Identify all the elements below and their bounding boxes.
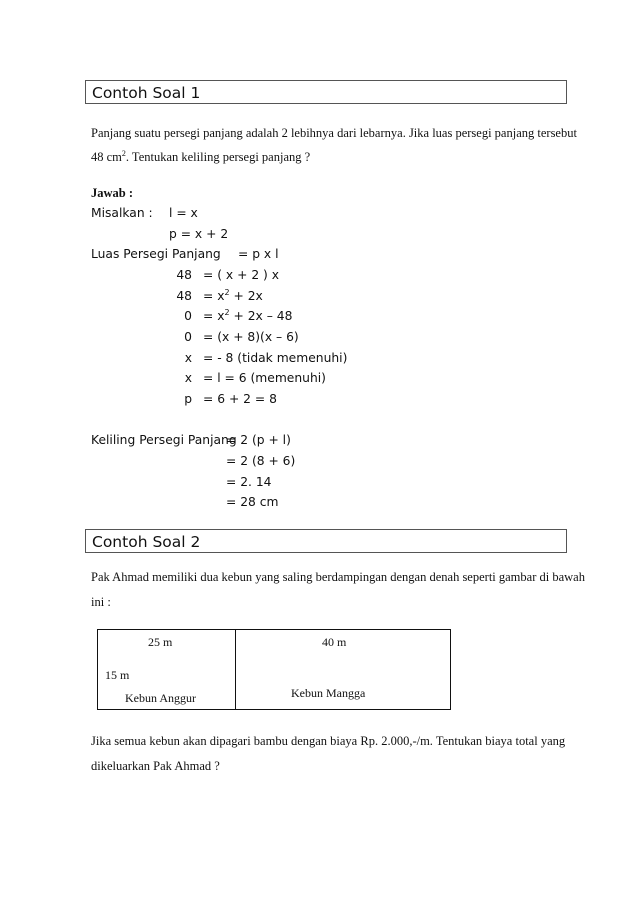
misalkan-eq-1: l = x <box>169 206 198 220</box>
luas-label: Luas Persegi Panjang <box>91 247 221 261</box>
anggur-width-label: 25 m <box>148 635 173 649</box>
step-3-rhs: = $x^2 + 2x - 48$ <box>203 307 293 323</box>
step-6-lhs: x <box>184 371 192 385</box>
soal-1-problem-line-2: 48 $cm^2$. Tentukan keliling persegi panjang ? <box>91 148 311 164</box>
luas-eq: = p x l <box>238 247 279 261</box>
keliling-label: Keliling Persegi Panjang <box>91 433 237 447</box>
soal-2-question-line-2: dikeluarkan Pak Ahmad ? <box>91 759 220 773</box>
garden-diagram <box>97 629 451 710</box>
step-1-lhs: 48 <box>176 268 192 282</box>
keliling-step-1: = 2 (p + l) <box>226 433 291 447</box>
keliling-step-2: = 2 (8 + 6) <box>226 454 296 468</box>
step-2-rhs: = $x^2 + 2x$ <box>203 287 263 303</box>
misalkan-eq-2: p = x + 2 <box>169 227 229 241</box>
step-6-rhs: = l = 6 (memenuhi) <box>203 371 326 385</box>
heading-box-soal-2 <box>85 529 567 553</box>
misalkan-label: Misalkan : <box>91 206 153 220</box>
soal-1-problem-line-1: Panjang suatu persegi panjang adalah 2 lebihnya dari lebarnya. Jika luas persegi panjang tersebut <box>91 126 577 140</box>
step-4-rhs: = (x + 8)(x – 6) <box>203 330 299 344</box>
mangga-width-label: 40 m <box>322 635 347 649</box>
keliling-step-4: = 28 cm <box>226 495 279 509</box>
soal-2-problem-line-2: ini : <box>91 595 111 609</box>
step-2-lhs: 48 <box>176 289 192 303</box>
heading-soal-1: Contoh Soal 1 <box>92 84 201 102</box>
soal-2-question-line-1: Jika semua kebun akan dipagari bambu dengan biaya Rp. 2.000,-/m. Tentukan biaya total yang <box>91 734 566 748</box>
kebun-anggur-label: Kebun Anggur <box>125 691 196 705</box>
step-4-lhs: 0 <box>184 330 192 344</box>
keliling-step-3: = 2. 14 <box>226 475 272 489</box>
step-5-lhs: x <box>184 351 192 365</box>
step-1-rhs: = ( x + 2 ) x <box>203 268 280 282</box>
soal-2-problem-line-1: Pak Ahmad memiliki dua kebun yang saling berdampingan dengan denah seperti gambar di bawah <box>91 570 585 584</box>
kebun-mangga-label: Kebun Mangga <box>291 686 366 700</box>
jawab-label: Jawab : <box>91 186 134 200</box>
step-5-rhs: = - 8 (tidak memenuhi) <box>203 351 348 365</box>
step-7-lhs: p <box>184 392 192 406</box>
step-7-rhs: = 6 + 2 = 8 <box>203 392 277 406</box>
height-label: 15 m <box>105 668 130 682</box>
garden-divider <box>235 630 236 709</box>
heading-soal-2: Contoh Soal 2 <box>92 533 201 551</box>
heading-box-soal-1 <box>85 80 567 104</box>
step-3-lhs: 0 <box>184 309 192 323</box>
